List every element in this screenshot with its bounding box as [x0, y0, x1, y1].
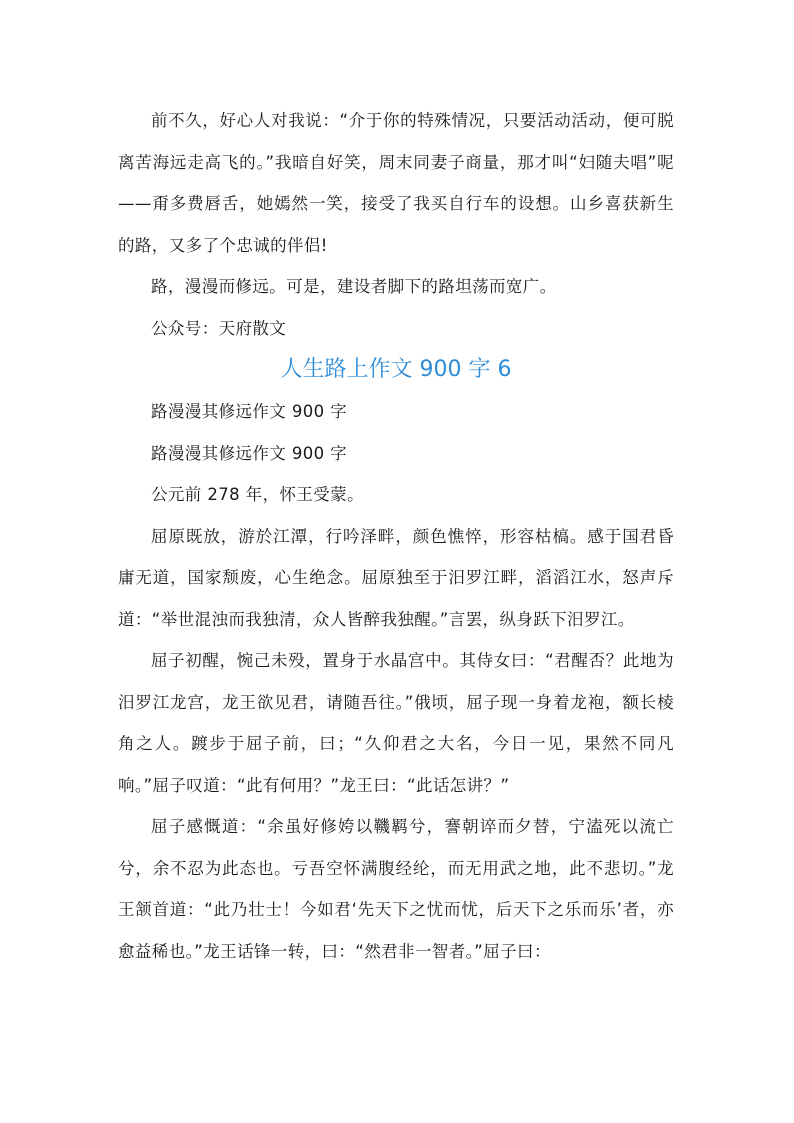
- section-heading: 人生路上作文 900 字 6: [280, 357, 512, 382]
- paragraph-year: 公元前 278 年，怀王受蒙。: [151, 485, 364, 504]
- paragraph-dragon-palace: 屈子初醒，惋己未殁，置身于水晶宫中。其侍女曰：“君醒否？此地为汨罗江龙宫，龙王欲见君，请随吾往。”俄顷，屈子现一身着龙袍，额长棱角之人。踱步于屈子前，曰；“久仰君之大名，今日一见，果然不同凡响。”屈子叹道：“此有何用？”龙王曰：“此话怎讲？”: [118, 651, 674, 795]
- document-page: [118, 100, 674, 972]
- paragraph-dialogue: 屈子感慨道：“余虽好修姱以鞿羁兮，謇朝谇而夕替，宁溘死以流亡兮，余不忍为此态也。亏吾空怀满腹经纶，而无用武之地，此不悲切。”龙王颔首道：“此乃壮士！今如君‘先天下之忧而忧，后天下之乐而乐’者，亦愈益稀也。”龙王话锋一转，曰：“然君非一智者。”屈子曰：: [118, 817, 674, 961]
- paragraph-public-account: 公众号：天府散文: [151, 318, 287, 338]
- paragraph-essay-title-1: 路漫漫其修远作文 900 字: [151, 402, 348, 421]
- paragraph-road: 路，漫漫而修远。可是，建设者脚下的路坦荡而宽广。: [151, 277, 557, 296]
- paragraph-advice: 前不久，好心人对我说：“介于你的特殊情况，只要活动活动，便可脱离苦海远走高飞的。”我暗自好笑，周末同妻子商量，那才叫“妇随夫唱”呢——甭多费唇舌，她嫣然一笑，接受了我买自行车的设想。山乡喜获新生的路，又多了个忠诚的伴侣!: [118, 111, 674, 255]
- paragraph-essay-title-2: 路漫漫其修远作文 900 字: [151, 443, 348, 463]
- paragraph-exile: 屈原既放，游於江潭，行吟泽畔，颜色憔悴，形容枯槁。感于国君昏庸无道，国家颓废，心生绝念。屈原独至于汨罗江畔，滔滔江水，怒声斥道：“举世混浊而我独清，众人皆醉我独醒。”言罢，纵身跃下汨罗江。: [118, 526, 674, 629]
